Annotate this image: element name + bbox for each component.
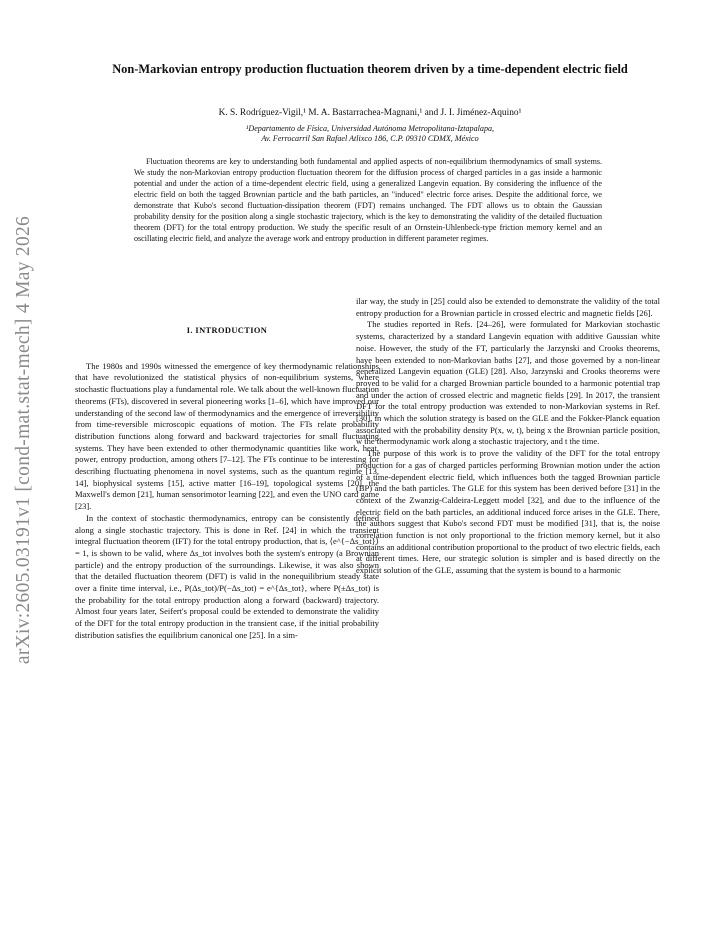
paragraph: The 1980s and 1990s witnessed the emergence of key thermodynamic relationships that have revolutionized the statistical physics of non-equilibrium systems, where stochastic fluctuations play a fundamental role. We talk about the well-known fluctuation theorems (FTs), discovered in several pioneering works [1–6], which have improved our understanding of the second law of thermodynamics and the emergence of irreversibility from time-reversible microscopic equations of motion. The FTs relate probability distribution functions along forward and backward trajectories for small fluctuating systems. They have been extended to other thermodynamic quantities like work, heat, power, entropy production, among others [7–12]. The FTs continue to be interesting for describing fluctuating phenomena in novel systems, such as the quantum regime [13, 14], biophysical systems [15], active matter [16–19], topological systems [20], the Maxwell's demon [21], human sensorimotor learning [22], and even the UNO card game [23]. [75, 360, 379, 512]
section-heading: I. INTRODUCTION [186, 326, 268, 335]
arxiv-identifier: arXiv:2605.03191v1 [cond-mat.stat-mech] 4 May 2026 [13, 215, 34, 665]
abstract [134, 156, 602, 244]
affiliation [60, 124, 680, 145]
abstract-text: Fluctuation theorems are key to understanding both fundamental and applied aspects of non-equilibrium thermodynamics of small systems. We study the non-Markovian entropy production fluctuation theorem for the diffusion process of charged particles in a gas inside a harmonic potential and under the action of a time-dependent electric field, using a generalized Langevin equation. By considering the influence of the electric field on both the tagged Brownian particle and the bath particles, an "induced" electric force arises. Despite the additional force, we demonstrate that Kubo's second fluctuation-dissipation theorem (FDT) remains unchanged. The FDT allows us to obtain the Gaussian probability density for the position along a single stochastic trajectory, which is the key to demonstrating the validity of the detailed fluctuation theorem (DFT) for the total entropy production. We study the specific result of an Ornstein-Uhlenbeck-type friction memory kernel and an oscillating electric field, and analyze the average work and entropy production in different parameter regimes. [134, 157, 602, 244]
paragraph: The purpose of this work is to prove the validity of the DFT for the total entropy production for a gas of charged particles performing Brownian motion under the action of a time-dependent electric field, which influences both the tagged Brownian particle (BP) and the bath particles. The GLE for this system has been derived before [31] in the context of the Zwanzig-Caldeira-Leggett model [32], and due to the influence of the electric field on the bath particles, an additional induced force arises in the GLE. There, the authors suggest that Kubo's second FDT must be modified [31], that is, the noise correlation function is not only proportional to the friction memory kernel, but it also contains an additional contribution proportional to the product of two electric fields, each at different times. Here, our strategic solution is simpler and is based directly on the explicit solution of the GLE, assuming that the system is bound to a harmonic [356, 448, 660, 576]
right-column [356, 296, 660, 577]
paragraph: In the context of stochastic thermodynamics, entropy can be consistently defined along a single stochastic trajectory. This is done in Ref. [24] in which the transient integral fluctuation theorem (IFT) for the total entropy production, that is, ⟨e^{−Δs_tot}⟩ = 1, is shown to be valid, where Δs_tot involves both the system's entropy (a Brownian particle) and the entropy production of the surroundings. Likewise, it was also shown that the detailed fluctuation theorem (DFT) is valid in the nonequilibrium steady state over a finite time interval, i.e., P(Δs_tot)/P(−Δs_tot) = e^{Δs_tot}, where P(±Δs_tot) is the probability for the total entropy production along a forward (backward) trajectory. Almost four years later, Seifert's proposal could be extended to demonstrate the validity of the DFT for the total entropy production in the transient case, if the initial probability distribution satisfies the equilibrium canonical one [25]. In a sim- [75, 512, 379, 640]
paragraph: The studies reported in Refs. [24–26], were formulated for Markovian stochastic systems, characterized by a standard Langevin equation with additive Gaussian white noise. However, the study of the FT, particularly the Jarzynski and Crooks theorems, have been extended to non-Markovian baths [27], and those governed by a non-linear generalized Langevin equation (GLE) [28]. Also, Jarzynski and Crooks theorems were proved to be valid for a charged Brownian particle bounded to a harmonic potential trap and under the action of crossed electric and magnetic fields [29]. In 2017, the transient DFT for the total entropy production was extended to non-Markovian systems in Ref. [30], in which the solution strategy is based on the GLE and the Fokker-Planck equation associated with the probability density P(x, w, t), being x the Brownian particle position, w the thermodynamic work along a stochastic trajectory, and t the time. [356, 319, 660, 447]
left-column [75, 325, 379, 642]
arxiv-stamp [4, 190, 44, 690]
paragraph: ilar way, the study in [25] could also be extended to demonstrate the validity of the total entropy production for a Brownian particle in crossed electric and magnetic fields [26]. [356, 296, 660, 318]
affiliation-line-2: Av. Ferrocarril San Rafael Atlixco 186, C.P. 09310 CDMX, México [261, 134, 479, 144]
affiliation-line-1: ¹Departamento de Física, Universidad Autónoma Metropolitana-Iztapalapa, [245, 124, 495, 133]
author-list: K. S. Rodríguez-Vigil,¹ M. A. Bastarrachea-Magnani,¹ and J. I. Jiménez-Aquino¹ [218, 108, 522, 118]
paper-title: Non-Markovian entropy production fluctuation theorem driven by a time-dependent electric field [112, 62, 628, 76]
